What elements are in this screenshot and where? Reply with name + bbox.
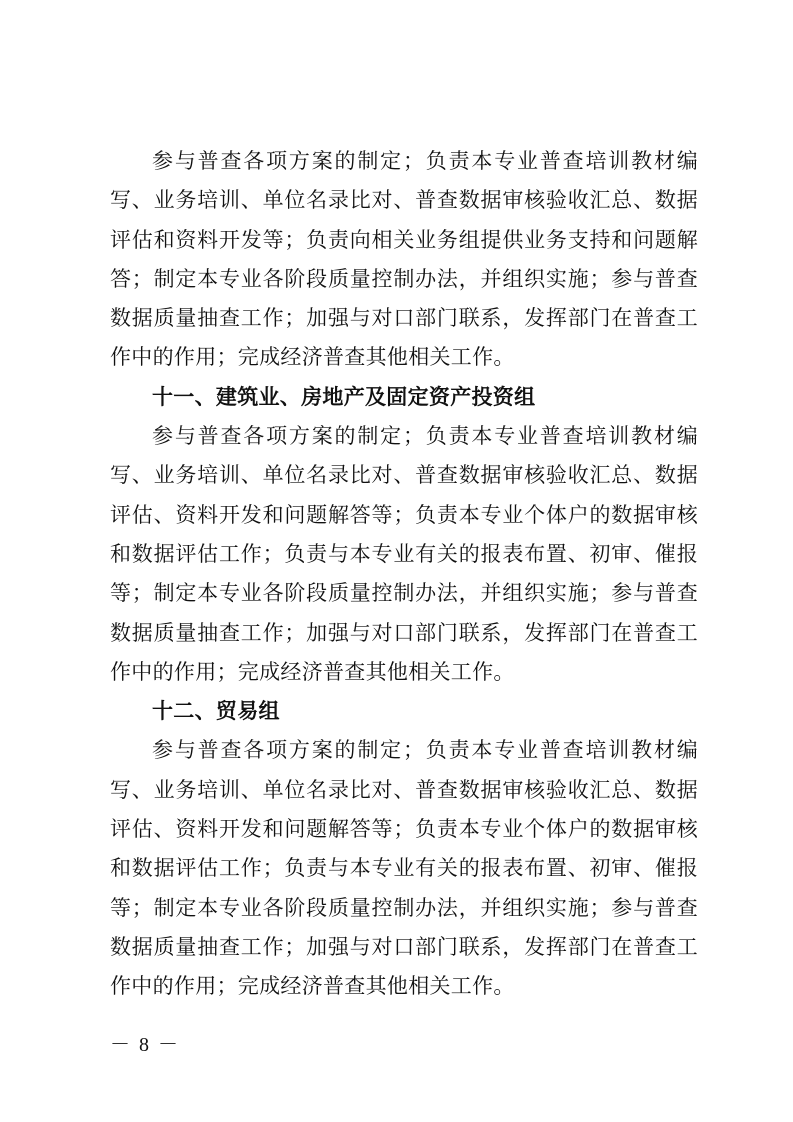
section-heading-construction-real-estate: 十一、建筑业、房地产及固定资产投资组 bbox=[152, 384, 536, 409]
page-number: － 8 － bbox=[110, 1034, 180, 1056]
section-body-continued: 参与普查各项方案的制定；负责本专业普查培训教材编写、业务培训、单位名录比对、普查数据审核验收汇总、数据评估和资料开发等；负责向相关业务组提供业务支持和问题解答；制定本专业各阶段质量控制办法，并组织实施；参与普查数据质量抽查工作；加强与对口部门联系，发挥部门在普查工作中的作用；完成经济普查其他相关工作。 bbox=[110, 149, 698, 370]
document-page bbox=[110, 142, 698, 1007]
section-heading-trade: 十二、贸易组 bbox=[152, 699, 280, 724]
section-body-construction-real-estate: 参与普查各项方案的制定；负责本专业普查培训教材编写、业务培训、单位名录比对、普查数据审核验收汇总、数据评估、资料开发和问题解答等；负责本专业个体户的数据审核和数据评估工作；负责与本专业有关的报表布置、初审、催报等；制定本专业各阶段质量控制办法，并组织实施；参与普查数据质量抽查工作；加强与对口部门联系，发挥部门在普查工作中的作用；完成经济普查其他相关工作。 bbox=[110, 424, 698, 684]
section-body-trade: 参与普查各项方案的制定；负责本专业普查培训教材编写、业务培训、单位名录比对、普查数据审核验收汇总、数据评估、资料开发和问题解答等；负责本专业个体户的数据审核和数据评估工作；负责与本专业有关的报表布置、初审、催报等；制定本专业各阶段质量控制办法，并组织实施；参与普查数据质量抽查工作；加强与对口部门联系，发挥部门在普查工作中的作用；完成经济普查其他相关工作。 bbox=[110, 738, 698, 999]
